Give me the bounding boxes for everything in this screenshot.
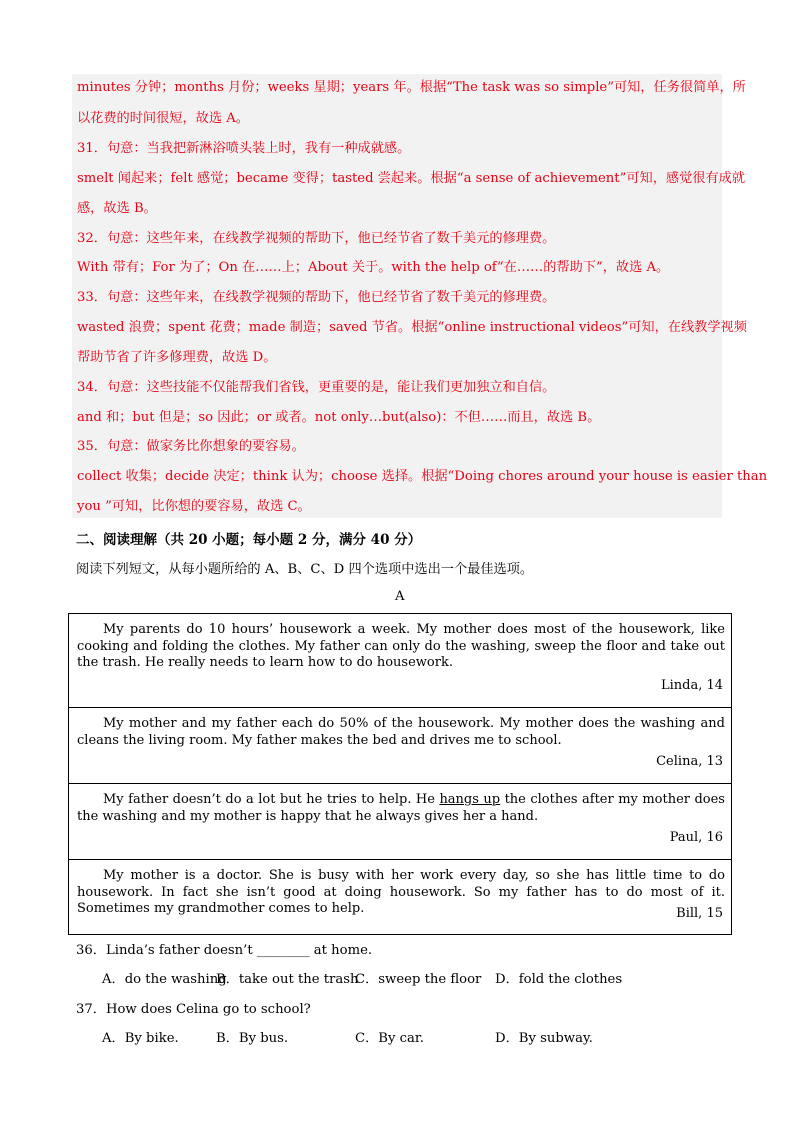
answer-line: collect 收集；decide 决定；think 认为；choose 选择。根据“Doing chores around your house is easier than xyxy=(77,469,768,484)
passage-text-part: My father doesn’t do a lot but he tries to help. He xyxy=(103,792,440,807)
option-d[interactable]: D．fold the clothes xyxy=(495,972,623,987)
option-b[interactable]: B．By bus. xyxy=(216,1031,289,1046)
passage-letter: A xyxy=(395,589,405,604)
question-37: 37．How does Celina go to school? xyxy=(76,1002,311,1017)
passage-signature: Bill, 15 xyxy=(676,906,723,921)
option-a[interactable]: A．By bike. xyxy=(102,1031,179,1046)
answer-line: 32．句意：这些年来，在线教学视频的帮助下，他已经节省了数千美元的修理费。 xyxy=(77,231,556,246)
passage-signature: Celina, 13 xyxy=(656,754,723,769)
answer-line: 35．句意：做家务比你想象的要容易。 xyxy=(77,439,305,454)
passage-text: My mother is a doctor. She is busy with her work every day, so she has little time to do housework. In fact she isn’t good at doing housework. So my father has to do most of it. Sometimes my grandmother comes to help. xyxy=(77,868,725,916)
answer-line: 31．句意：当我把新淋浴喷头装上时，我有一种成就感。 xyxy=(77,141,411,156)
passage-cell-paul xyxy=(69,784,731,860)
question-36: 36．Linda’s father doesn’t ________ at home. xyxy=(76,943,373,958)
answer-line: minutes 分钟；months 月份；weeks 星期；years 年。根据“The task was so simple”可知，任务很简单，所 xyxy=(77,80,746,95)
option-c[interactable]: C．sweep the floor xyxy=(355,972,482,987)
passage-cell-bill xyxy=(69,860,731,934)
answer-line: smelt 闻起来；felt 感觉；became 变得；tasted 尝起来。根据“a sense of achievement”可知，感觉很有成就 xyxy=(77,171,746,186)
passage-text: My mother and my father each do 50% of the housework. My mother does the washing and cleans the living room. My father makes the bed and drives me to school. xyxy=(77,716,725,748)
section-title: 二、阅读理解（共 20 小题；每小题 2 分，满分 40 分） xyxy=(76,532,422,548)
passage-cell-celina xyxy=(69,708,731,784)
option-d[interactable]: D．By subway. xyxy=(495,1031,593,1046)
passage-text-part: the clothes after my mother does the washing and my mother is happy that he always gives her a hand. xyxy=(77,792,725,824)
answer-line: With 带有；For 为了；On 在……上；About 关于。with the help of“在……的帮助下”，故选 A。 xyxy=(77,260,670,275)
passage-text: My parents do 10 hours’ housework a week. My mother does most of the housework, like cooking and folding the clothes. My father can only do the washing, sweep the floor and take out the trash. He really needs to learn how to do housework. xyxy=(77,622,725,670)
answer-line: 感，故选 B。 xyxy=(77,201,157,216)
passage-table xyxy=(68,613,732,935)
option-b[interactable]: B．take out the trash xyxy=(216,972,359,987)
answer-line: 以花费的时间很短，故选 A。 xyxy=(77,111,249,126)
answer-line: 帮助节省了许多修理费，故选 D。 xyxy=(77,350,277,365)
answer-line: wasted 浪费；spent 花费；made 制造；saved 节省。根据“online instructional videos”可知，在线教学视频 xyxy=(77,320,747,335)
answer-line: 34．句意：这些技能不仅能帮我们省钱，更重要的是，能让我们更加独立和自信。 xyxy=(77,380,556,395)
section-instruction: 阅读下列短文，从每小题所给的 A、B、C、D 四个选项中选出一个最佳选项。 xyxy=(76,562,534,577)
answer-line: 33．句意：这些年来，在线教学视频的帮助下，他已经节省了数千美元的修理费。 xyxy=(77,290,556,305)
passage-cell-linda xyxy=(69,614,731,708)
option-a[interactable]: A．do the washing xyxy=(102,972,227,987)
passage-signature: Paul, 16 xyxy=(669,830,723,845)
underlined-phrase: hangs up xyxy=(439,792,501,807)
passage-signature: Linda, 14 xyxy=(660,678,723,693)
answer-line: you ”可知，比你想的要容易，故选 C。 xyxy=(77,499,311,514)
passage-text xyxy=(77,792,725,825)
option-c[interactable]: C．By car. xyxy=(355,1031,424,1046)
answer-line: and 和；but 但是；so 因此；or 或者。not only…but(also)：不但……而且，故选 B。 xyxy=(77,410,601,425)
